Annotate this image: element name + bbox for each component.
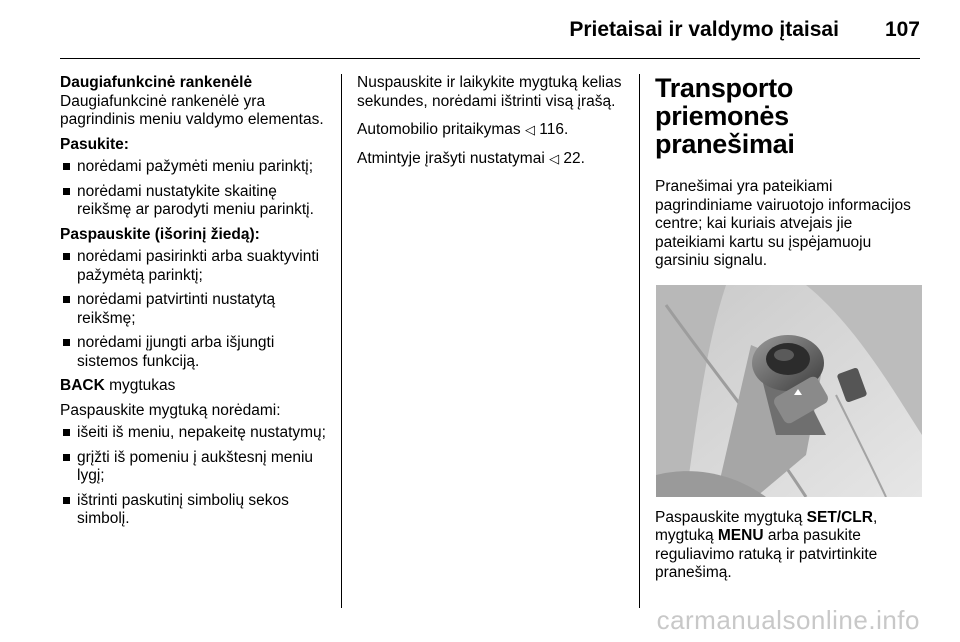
- watermark: carmanualsonline.info: [656, 605, 920, 635]
- column-1: [60, 74, 332, 535]
- stored-settings-ref: Atmintyje įrašyti nustatymai ◁ 22.: [357, 149, 585, 167]
- stalk-switch-photo: [656, 285, 922, 497]
- bullet-icon: [63, 454, 70, 461]
- bullet-icon: [63, 497, 70, 504]
- bullet-icon: [63, 188, 70, 195]
- bullet-icon: [63, 429, 70, 436]
- column-3: [655, 74, 925, 589]
- turn-heading: Pasukite:: [60, 135, 129, 153]
- intro-paragraph: Daugiafunkcinė rankenėlė yra pagrindinis meniu valdymo elementas.: [60, 92, 324, 128]
- list-item: norėdami patvirtinti nustatytą reikšmę;: [60, 291, 332, 328]
- back-list: [60, 424, 332, 529]
- press-heading: Paspauskite (išorinį žiedą):: [60, 225, 260, 243]
- header-rule: [60, 58, 920, 59]
- bullet-icon: [63, 253, 70, 260]
- back-heading: BACK mygtukas: [60, 377, 176, 394]
- messages-instructions: Paspauskite mygtuką SET/CLR, mygtuką MENU arba pasukite reguliavimo ratuką ir patvirtinkite pranešimą.: [655, 508, 878, 581]
- list-item: ištrinti paskutinį simbolių sekos simbolį.: [60, 492, 332, 529]
- column-divider-2: [639, 74, 640, 608]
- list-item: norėdami įjungti arba išjungti sistemos funkciją.: [60, 334, 332, 371]
- page-number: 107: [884, 18, 920, 41]
- list-item: norėdami pažymėti meniu parinktį;: [60, 158, 332, 177]
- page-header: [60, 18, 920, 42]
- turn-list: [60, 158, 332, 220]
- list-item: norėdami pasirinkti arba suaktyvinti pažymėtą parinktį;: [60, 248, 332, 285]
- list-item: norėdami nustatykite skaitinę reikšmę ar parodyti meniu parinktį.: [60, 183, 332, 220]
- page-ref-arrow-icon: ◁: [549, 150, 560, 166]
- vehicle-messages-heading: Transporto priemonės pranešimai: [655, 73, 795, 159]
- section-heading-multifunction: Daugiafunkcinė rankenėlė: [60, 74, 253, 91]
- bullet-icon: [63, 163, 70, 170]
- page-title: Prietaisai ir valdymo įtaisai: [569, 18, 839, 41]
- delete-all-paragraph: Nuspauskite ir laikykite mygtuką kelias sekundes, norėdami ištrinti visą įrašą.: [357, 74, 622, 110]
- press-list: [60, 248, 332, 371]
- page-ref-arrow-icon: ◁: [524, 122, 535, 137]
- bullet-icon: [63, 339, 70, 346]
- list-item: grįžti iš pomeniu į aukštesnį meniu lygį;: [60, 449, 332, 486]
- back-intro: Paspauskite mygtuką norėdami:: [60, 401, 281, 419]
- bullet-icon: [63, 296, 70, 303]
- messages-intro: Pranešimai yra pateikiami pagrindiniame vairuotojo informacijos centre; kai kuriais atvejais jie pateikiami kartu su įspėjamuoju garsiniu signalu.: [655, 178, 911, 269]
- column-2: [357, 74, 627, 174]
- list-item: išeiti iš meniu, nepakeitę nustatymų;: [60, 424, 332, 443]
- vehicle-personalization-ref: Automobilio pritaikymas ◁ 116.: [357, 121, 569, 138]
- column-divider-1: [341, 74, 342, 608]
